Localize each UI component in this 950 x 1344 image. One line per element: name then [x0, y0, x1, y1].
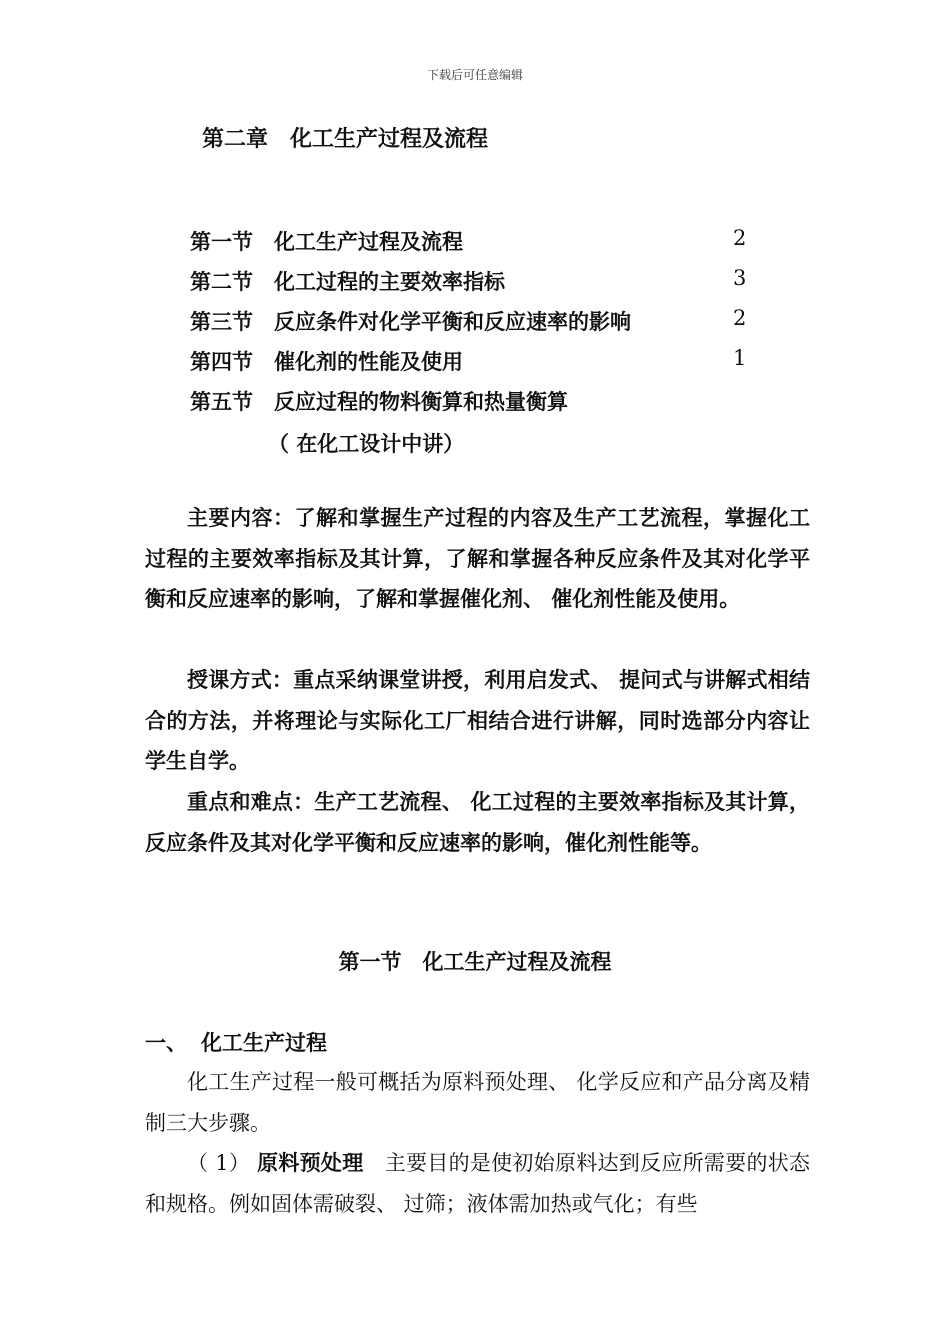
- sub-heading: [145, 1027, 327, 1057]
- toc-item: [190, 266, 750, 296]
- toc-item-title: 第三节 反应条件对化学平衡和反应速率的影响: [190, 309, 631, 334]
- intro-paragraph: 化工生产过程一般可概括为原料预处理、 化学反应和产品分离及精制三大步骤。: [145, 1070, 810, 1135]
- section-title: 第一节 化工生产过程及流程: [338, 949, 612, 974]
- toc-item: [190, 346, 750, 376]
- teaching-method-paragraph: 授课方式：重点采纳课堂讲授，利用启发式、 提问式与讲解式相结合的方法，并将理论与实际化工厂相结合进行讲解，同时选部分内容让学生自学。: [145, 667, 810, 773]
- toc-item-page: 1: [733, 346, 747, 370]
- sub-heading-number: 一、: [145, 1030, 187, 1055]
- toc-item-page: 2: [733, 306, 747, 330]
- toc-item-page: 2: [733, 226, 747, 250]
- toc-note: （ 在化工设计中讲）: [268, 431, 465, 456]
- item-text: 主要目的是使初始原料达到反应所需要的状态和规格。例如固体需破裂、 过筛；液体需加热或气化；有些: [145, 1151, 810, 1216]
- toc-item-title: 第二节 化工过程的主要效率指标: [190, 269, 505, 294]
- item-label: （ 1）: [187, 1151, 251, 1175]
- toc-item-title: 第五节 反应过程的物料衡算和热量衡算: [190, 389, 568, 414]
- download-note: 下载后可任意编辑: [426, 68, 523, 82]
- toc-item-title: 第四节 催化剂的性能及使用: [190, 349, 463, 374]
- toc-item-title: 第一节 化工生产过程及流程: [190, 229, 463, 254]
- item-term: 原料预处理: [257, 1150, 364, 1175]
- item-paragraph: [145, 1143, 810, 1224]
- toc-item: [190, 226, 750, 256]
- sub-heading-text: 化工生产过程: [201, 1030, 327, 1055]
- toc-item-page: 3: [733, 266, 747, 290]
- toc-item: [190, 386, 750, 416]
- chapter-title: 第二章 化工生产过程及流程: [202, 126, 489, 152]
- key-points-paragraph: 重点和难点：生产工艺流程、 化工过程的主要效率指标及其计算，反应条件及其对化学平衡和反应速率的影响，催化剂性能等。: [145, 789, 810, 855]
- toc-item: [190, 306, 750, 336]
- main-content-paragraph: 主要内容：了解和掌握生产过程的内容及生产工艺流程，掌握化工过程的主要效率指标及其计算，了解和掌握各种反应条件及其对化学平衡和反应速率的影响，了解和掌握催化剂、 催化剂性能及使用。: [145, 505, 810, 611]
